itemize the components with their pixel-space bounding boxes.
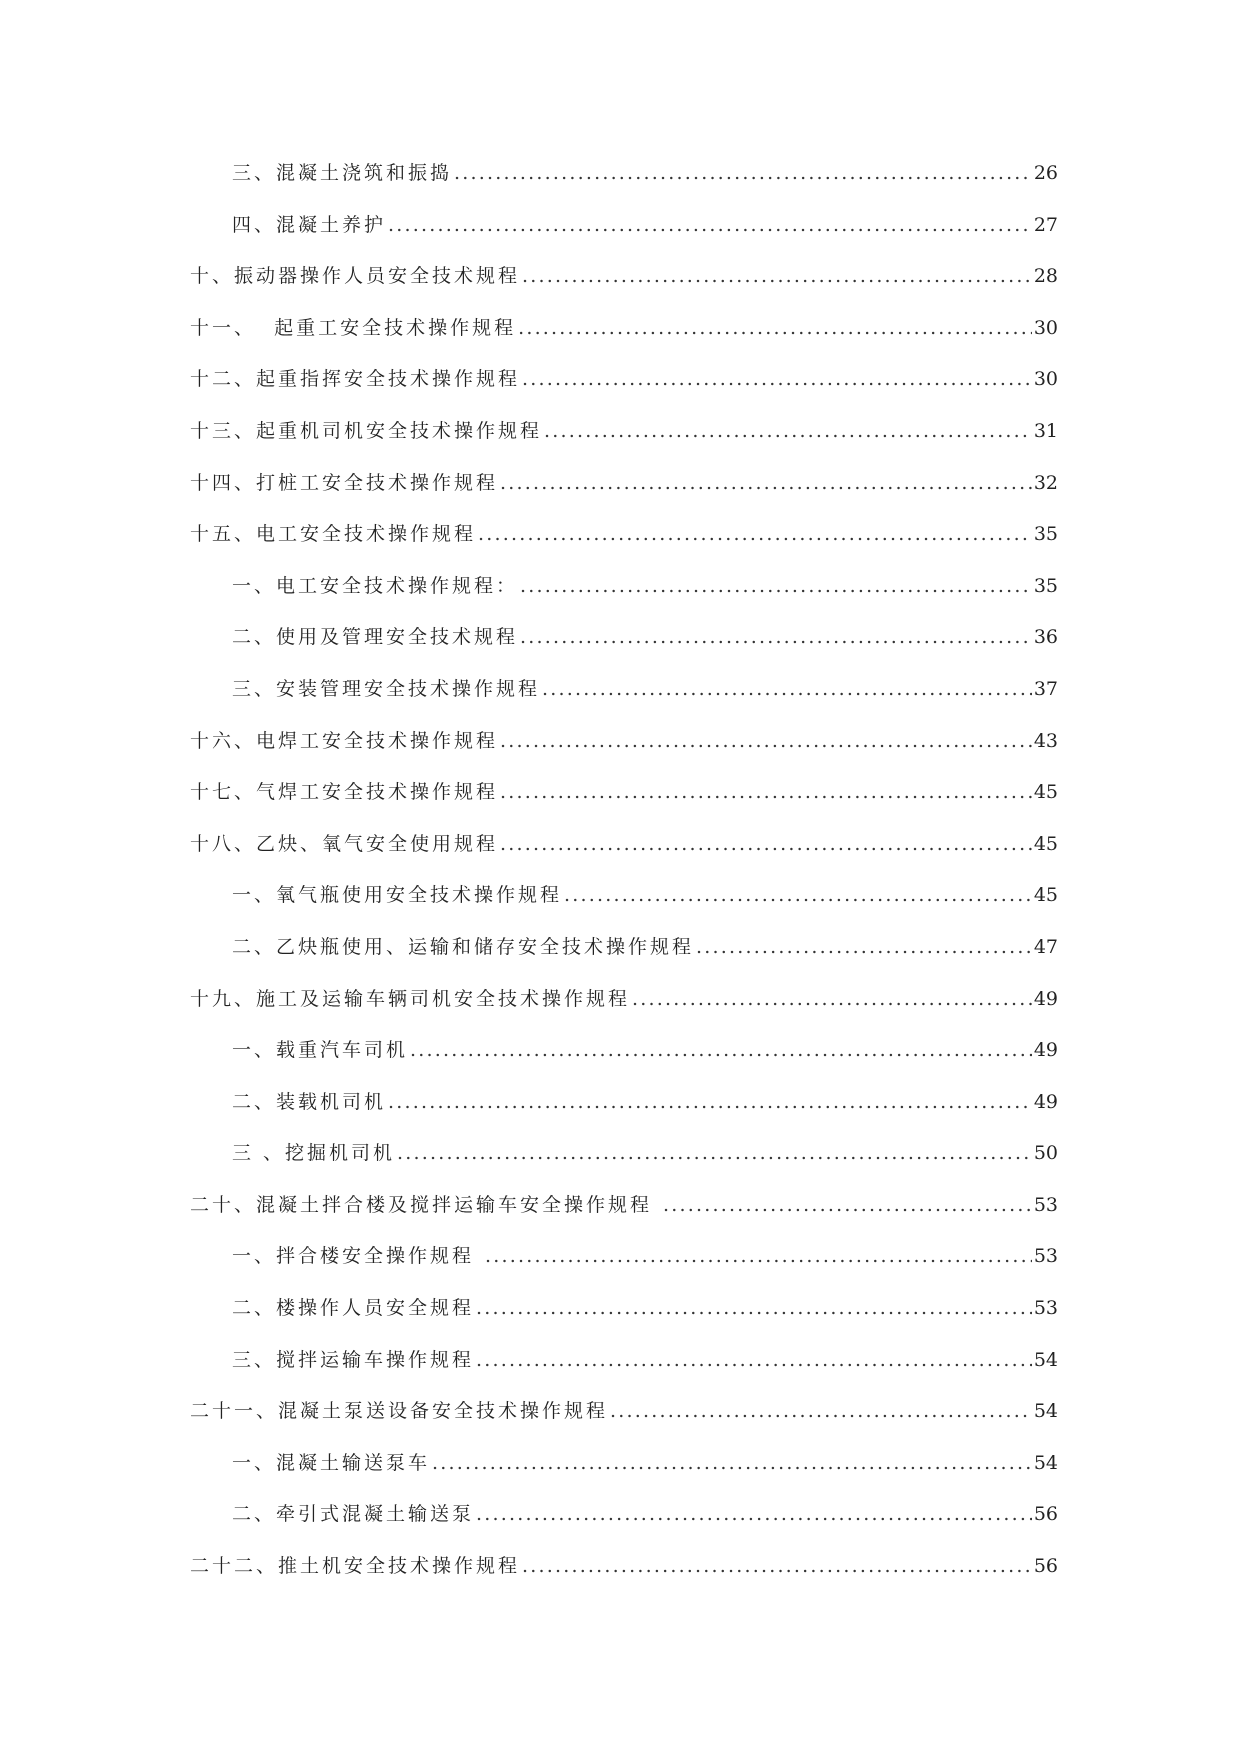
toc-entry-page-number: 45: [1033, 832, 1058, 855]
toc-entry-page-number: 49: [1033, 987, 1058, 1010]
toc-entry-title: 十二、起重指挥安全技术操作规程: [190, 368, 521, 391]
toc-entry-page-number: 30: [1033, 316, 1058, 339]
toc-dot-leader: [388, 1091, 1032, 1113]
toc-entry-title: 三、搅拌运输车操作规程: [232, 1348, 475, 1371]
toc-entry-title: 十一、 起重工安全技术操作规程: [190, 316, 517, 339]
toc-entry[interactable]: [190, 829, 1058, 881]
toc-entry-title: 二十一、混凝土泵送设备安全技术操作规程: [190, 1400, 609, 1423]
toc-entry[interactable]: [190, 932, 1058, 984]
toc-entry[interactable]: [190, 1499, 1058, 1551]
toc-entry-title: 三 、挖掘机司机: [232, 1142, 396, 1165]
toc-entry[interactable]: [190, 1190, 1058, 1242]
toc-entry[interactable]: [190, 1345, 1058, 1397]
toc-entry-title: 二十、混凝土拌合楼及搅拌运输车安全操作规程: [190, 1193, 662, 1216]
toc-entry[interactable]: [190, 674, 1058, 726]
toc-dot-leader: [500, 730, 1032, 752]
toc-entry-title: 一、电工安全技术操作规程：: [232, 574, 519, 597]
toc-entry[interactable]: [190, 1035, 1058, 1087]
toc-entry-page-number: 27: [1033, 213, 1058, 236]
toc-entry[interactable]: [190, 622, 1058, 674]
toc-entry-title: 十四、打桩工安全技术操作规程: [190, 471, 499, 494]
toc-entry-page-number: 35: [1033, 523, 1058, 546]
toc-entry[interactable]: [190, 468, 1058, 520]
toc-entry-title: 十六、电焊工安全技术操作规程: [190, 729, 499, 752]
toc-entry[interactable]: [190, 1241, 1058, 1293]
toc-entry-page-number: 35: [1033, 574, 1058, 597]
toc-entry-page-number: 45: [1033, 781, 1058, 804]
toc-entry-page-number: 53: [1033, 1193, 1058, 1216]
toc-entry-title: 十七、气焊工安全技术操作规程: [190, 781, 499, 804]
toc-entry[interactable]: [190, 261, 1058, 313]
toc-entry[interactable]: [190, 984, 1058, 1036]
toc-entry-title: 十八、乙炔、氧气安全使用规程: [190, 832, 499, 855]
toc-dot-leader: [454, 162, 1032, 184]
toc-entry-title: 十五、电工安全技术操作规程: [190, 523, 477, 546]
toc-entry-page-number: 37: [1033, 677, 1058, 700]
toc-dot-leader: [518, 317, 1032, 339]
toc-dot-leader: [478, 523, 1032, 545]
toc-entry[interactable]: [190, 416, 1058, 468]
toc-entry-title: 十三、起重机司机安全技术操作规程: [190, 419, 543, 442]
toc-entry[interactable]: [190, 1087, 1058, 1139]
toc-dot-leader: [500, 833, 1032, 855]
toc-dot-leader: [542, 678, 1032, 700]
toc-dot-leader: [476, 1349, 1032, 1371]
toc-entry[interactable]: [190, 158, 1058, 210]
toc-dot-leader: [485, 1245, 1032, 1267]
toc-dot-leader: [476, 1297, 1032, 1319]
toc-entry-title: 二、使用及管理安全技术规程: [232, 626, 519, 649]
toc-entry-page-number: 56: [1033, 1503, 1058, 1526]
toc-entry-page-number: 31: [1033, 419, 1058, 442]
toc-entry[interactable]: [190, 364, 1058, 416]
toc-dot-leader: [520, 575, 1032, 597]
toc-entry-page-number: 45: [1033, 884, 1058, 907]
toc-entry-title: 二、乙炔瓶使用、运输和储存安全技术操作规程: [232, 935, 695, 958]
toc-entry-page-number: 53: [1033, 1297, 1058, 1320]
toc-dot-leader: [500, 472, 1032, 494]
toc-entry[interactable]: [190, 1551, 1058, 1603]
toc-entry[interactable]: [190, 519, 1058, 571]
toc-entry-page-number: 49: [1033, 1039, 1058, 1062]
toc-dot-leader: [663, 1194, 1032, 1216]
toc-entry[interactable]: [190, 1138, 1058, 1190]
toc-dot-leader: [632, 988, 1032, 1010]
toc-dot-leader: [610, 1400, 1032, 1422]
toc-entry-page-number: 43: [1033, 729, 1058, 752]
toc-entry-page-number: 30: [1033, 368, 1058, 391]
toc-dot-leader: [520, 626, 1032, 648]
toc-entry-title: 一、混凝土输送泵车: [232, 1451, 431, 1474]
toc-list: [190, 158, 1058, 1603]
toc-entry-page-number: 47: [1033, 935, 1058, 958]
toc-dot-leader: [388, 214, 1032, 236]
toc-dot-leader: [432, 1452, 1032, 1474]
toc-entry[interactable]: [190, 1396, 1058, 1448]
toc-entry-title: 四、混凝土养护: [232, 213, 387, 236]
toc-dot-leader: [696, 936, 1032, 958]
toc-entry-title: 一、载重汽车司机: [232, 1039, 409, 1062]
toc-entry-title: 二、装载机司机: [232, 1090, 387, 1113]
toc-entry-page-number: 32: [1033, 471, 1058, 494]
toc-entry-title: 三、安装管理安全技术操作规程: [232, 677, 541, 700]
toc-entry-page-number: 54: [1033, 1451, 1058, 1474]
toc-entry-page-number: 53: [1033, 1245, 1058, 1268]
toc-entry-title: 十九、施工及运输车辆司机安全技术操作规程: [190, 987, 631, 1010]
toc-dot-leader: [500, 781, 1032, 803]
toc-dot-leader: [544, 420, 1032, 442]
toc-dot-leader: [522, 265, 1032, 287]
toc-entry[interactable]: [190, 1448, 1058, 1500]
toc-entry-page-number: 36: [1033, 626, 1058, 649]
toc-entry[interactable]: [190, 571, 1058, 623]
toc-dot-leader: [564, 884, 1032, 906]
toc-entry-page-number: 49: [1033, 1090, 1058, 1113]
toc-entry[interactable]: [190, 726, 1058, 778]
toc-dot-leader: [410, 1039, 1032, 1061]
toc-entry-title: 二、牵引式混凝土输送泵: [232, 1503, 475, 1526]
toc-entry-page-number: 56: [1033, 1555, 1058, 1578]
toc-entry-page-number: 26: [1033, 162, 1058, 184]
toc-dot-leader: [522, 368, 1032, 390]
toc-entry-title: 一、拌合楼安全操作规程: [232, 1245, 484, 1268]
toc-entry[interactable]: [190, 777, 1058, 829]
toc-entry-page-number: 54: [1033, 1400, 1058, 1423]
toc-entry-title: 二、楼操作人员安全规程: [232, 1297, 475, 1320]
toc-entry[interactable]: [190, 210, 1058, 262]
toc-dot-leader: [522, 1555, 1032, 1577]
toc-entry[interactable]: [190, 313, 1058, 365]
toc-entry-title: 二十二、推土机安全技术操作规程: [190, 1555, 521, 1578]
toc-entry[interactable]: [190, 1293, 1058, 1345]
toc-entry-page-number: 54: [1033, 1348, 1058, 1371]
toc-entry-title: 一、氧气瓶使用安全技术操作规程: [232, 884, 563, 907]
toc-entry-page-number: 50: [1033, 1142, 1058, 1165]
toc-entry-title: 十、振动器操作人员安全技术规程: [190, 265, 521, 288]
toc-entry-page-number: 28: [1033, 265, 1058, 288]
toc-dot-leader: [397, 1142, 1032, 1164]
toc-entry-title: 三、混凝土浇筑和振捣: [232, 162, 453, 184]
toc-entry[interactable]: [190, 880, 1058, 932]
toc-dot-leader: [476, 1503, 1032, 1525]
